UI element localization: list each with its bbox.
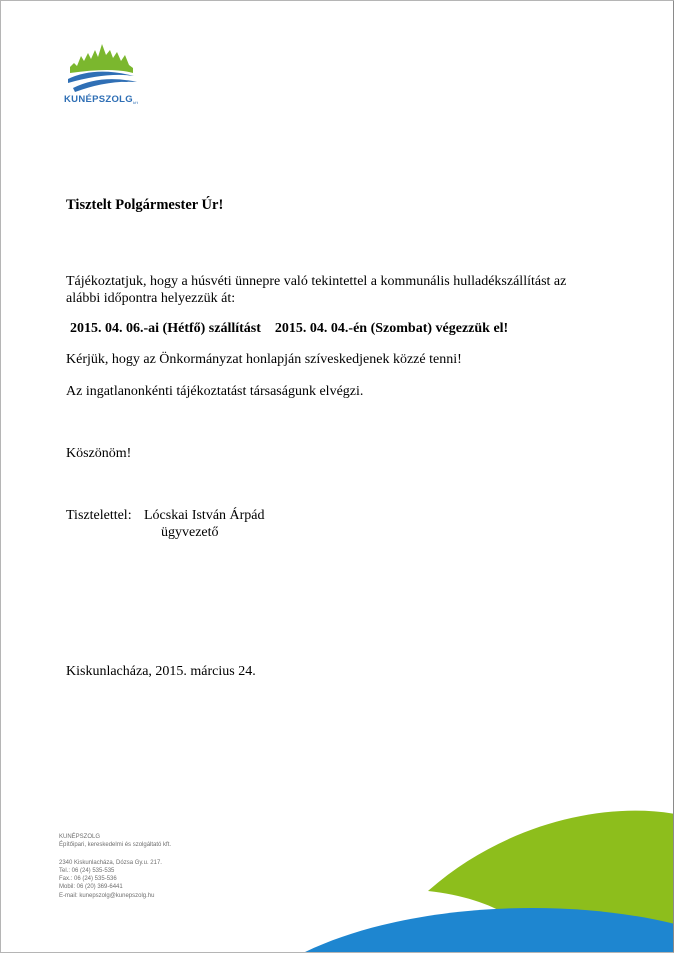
signer-name: Lócskai István Árpád <box>144 508 265 523</box>
footer-mobil: Mobil: 06 (20) 369-6441 <box>59 884 123 891</box>
company-footer <box>59 833 171 900</box>
footer-address: 2340 Kiskunlacháza, Dózsa Gy.u. 217. <box>59 859 162 866</box>
closing-regards: Tisztelettel: <box>66 508 132 523</box>
original-date: 2015. 04. 06.-ai (Hétfő) szállítást <box>70 321 261 336</box>
salutation: Tisztelt Polgármester Úr! <box>66 197 224 213</box>
logo-wordmark: KUNÉPSZOLGkft <box>64 94 139 105</box>
footer-fax: Fax.: 06 (24) 535-536 <box>59 876 117 883</box>
place-and-date: Kiskunlacháza, 2015. március 24. <box>66 664 256 679</box>
new-date: 2015. 04. 04.-én (Szombat) végezzük el! <box>274 321 509 336</box>
request-paragraph: Kérjük, hogy az Önkormányzat honlapján szíveskedjenek közzé tenni! <box>66 352 462 367</box>
info-paragraph: Az ingatlanonkénti tájékoztatást társaságunk elvégzi. <box>66 384 364 399</box>
footer-company: KUNÉPSZOLG <box>59 834 101 840</box>
schedule-change <box>70 321 508 337</box>
intro-paragraph: Tájékoztatjuk, hogy a húsvéti ünnepre való tekintettel a kommunális hulladékszállítást az alábbi időpontra helyezzük át: <box>66 274 567 306</box>
signer-role: ügyvezető <box>161 525 219 540</box>
decorative-swoosh-icon <box>291 806 674 953</box>
footer-tel: Tel.: 06 (24) 535-535 <box>59 867 115 874</box>
footer-email: E-mail: kunepszolg@kunepszolg.hu <box>59 892 155 899</box>
footer-description: Építőipari, kereskedelmi és szolgáltató kft. <box>59 842 172 849</box>
thanks-line: Köszönöm! <box>66 446 132 461</box>
